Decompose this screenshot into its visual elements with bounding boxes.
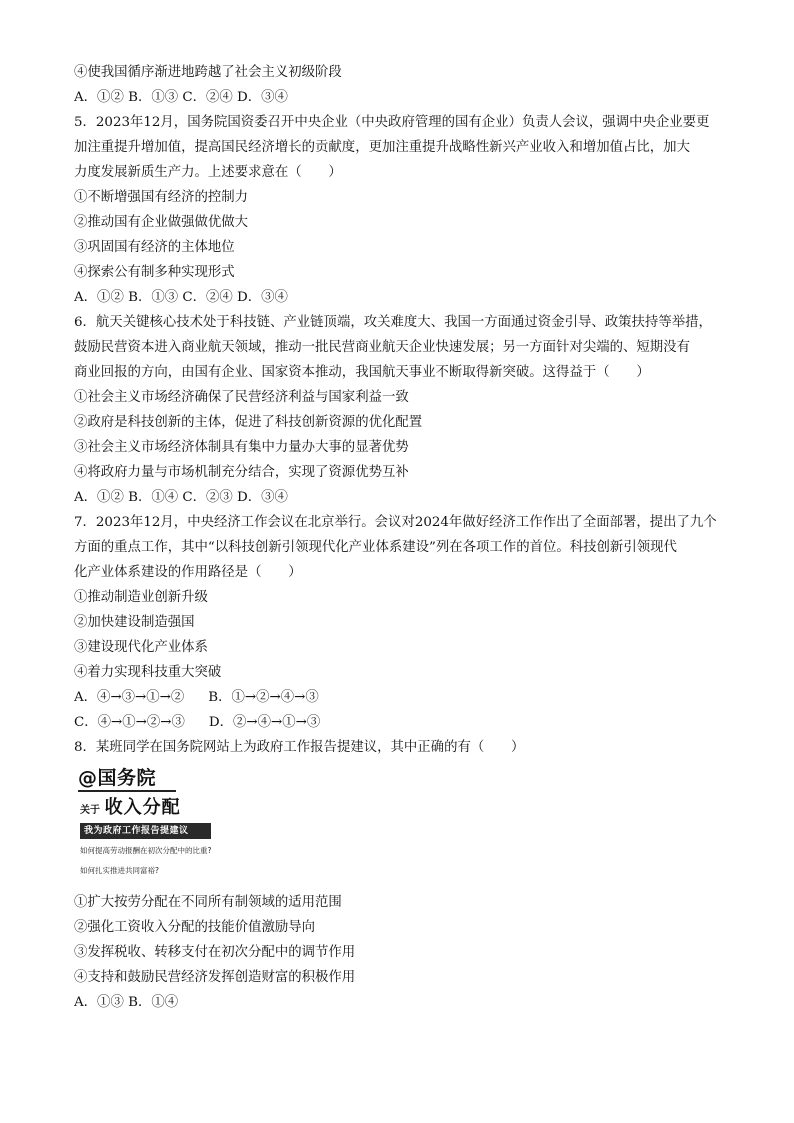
banner-divider	[78, 790, 176, 792]
q8-option-4: ④支持和鼓励民营经济发挥创造财富的积极作用	[74, 970, 356, 985]
q4-answers: A．①② B．①③ C．②④ D．③④	[74, 90, 288, 105]
q8-option-3: ③发挥税收、转移支付在初次分配中的调节作用	[74, 945, 356, 960]
q6-stem-line-1: 6．航天关键核心技术处于科技链、产业链顶端，攻关难度大、我国一方面通过资金引导、政策扶持等举措，	[74, 315, 712, 330]
q5-answers: A．①② B．①③ C．②④ D．③④	[74, 290, 288, 305]
q5-stem-line-1: 5．2023年12月，国务院国资委召开中央企业（中央政府管理的国有企业）负责人会议，强调中央企业要更	[74, 115, 710, 130]
banner-about	[80, 796, 181, 820]
q7-answers-row-2	[74, 710, 734, 735]
q5-option-4: ④探索公有制多种实现形式	[74, 265, 235, 280]
q6-option-3: ③社会主义市场经济体制具有集中力量办大事的显著优势	[74, 440, 409, 455]
q6-option-2: ②政府是科技创新的主体，促进了科技创新资源的优化配置	[74, 415, 423, 430]
q5-stem-line-3: 力度发展新质生产力。上述要求意在（ ）	[74, 165, 342, 180]
q8-option-2: ②强化工资收入分配的技能价值激励导向	[74, 920, 316, 935]
q6-stem-line-3: 商业回报的方向，由国有企业、国家资本推动，我国航天事业不断取得新突破。这得益于（ ）	[74, 365, 650, 380]
q7-answer-a: A．④→③→①→②	[74, 690, 185, 705]
banner-sub-question-1: 如何提高劳动报酬在初次分配中的比重?	[80, 846, 212, 855]
q5-option-1: ①不断增强国有经济的控制力	[74, 190, 249, 205]
q5-option-3: ③巩固国有经济的主体地位	[74, 240, 235, 255]
q7-option-3: ③建设现代化产业体系	[74, 640, 208, 655]
banner-about-small: 关于	[80, 805, 100, 816]
banner-black-bar: 我为政府工作报告提建议	[80, 823, 211, 839]
q8-answers: A．①③ B．①④	[74, 995, 179, 1010]
q7-answer-d: D．②→④→①→③	[208, 715, 321, 730]
q6-stem-line-2: 鼓励民营资本进入商业航天领域，推动一批民营商业航天企业快速发展；另一方面针对尖端的、短期没有	[74, 340, 690, 355]
q7-stem-line-2: 方面的重点工作，其中“以科技创新引领现代化产业体系建设”列在各项工作的首位。科技创新引领现代	[74, 540, 677, 555]
q5-option-2: ②推动国有企业做强做优做大	[74, 215, 249, 230]
exam-page	[74, 60, 734, 1015]
banner-at-title: @国务院	[78, 767, 157, 789]
q6-answers: A．①② B．①④ C．②③ D．③④	[74, 490, 288, 505]
q7-answer-b: B．①→②→④→③	[208, 690, 319, 705]
banner-about-big: 收入分配	[104, 797, 181, 818]
q6-option-4: ④将政府力量与市场机制充分结合，实现了资源优势互补	[74, 465, 409, 480]
q7-answers-row-1	[74, 685, 734, 710]
q7-stem-line-1: 7．2023年12月，中央经济工作会议在北京举行。会议对2024年做好经济工作作出了全面部署，提出了九个	[74, 515, 717, 530]
state-council-banner-image	[78, 766, 216, 884]
q8-stem-line-1: 8．某班同学在国务院网站上为政府工作报告提建议，其中正确的有（ ）	[74, 740, 525, 755]
q7-option-1: ①推动制造业创新升级	[74, 590, 208, 605]
banner-sub-question-2: 如何扎实推进共同富裕?	[80, 866, 159, 875]
q7-option-2: ②加快建设制造强国	[74, 615, 195, 630]
q7-stem-line-3: 化产业体系建设的作用路径是（ ）	[74, 565, 302, 580]
q8-option-1: ①扩大按劳分配在不同所有制领域的适用范围	[74, 895, 342, 910]
q5-stem-line-2: 加注重提升增加值，提高国民经济增长的贡献度，更加注重提升战略性新兴产业收入和增加值占比，加大	[74, 140, 690, 155]
q7-answer-c: C．④→①→②→③	[74, 715, 185, 730]
q4-option-4: ④使我国循序渐进地跨越了社会主义初级阶段	[74, 65, 342, 80]
q7-option-4: ④着力实现科技重大突破	[74, 665, 222, 680]
q6-option-1: ①社会主义市场经济确保了民营经济利益与国家利益一致	[74, 390, 409, 405]
